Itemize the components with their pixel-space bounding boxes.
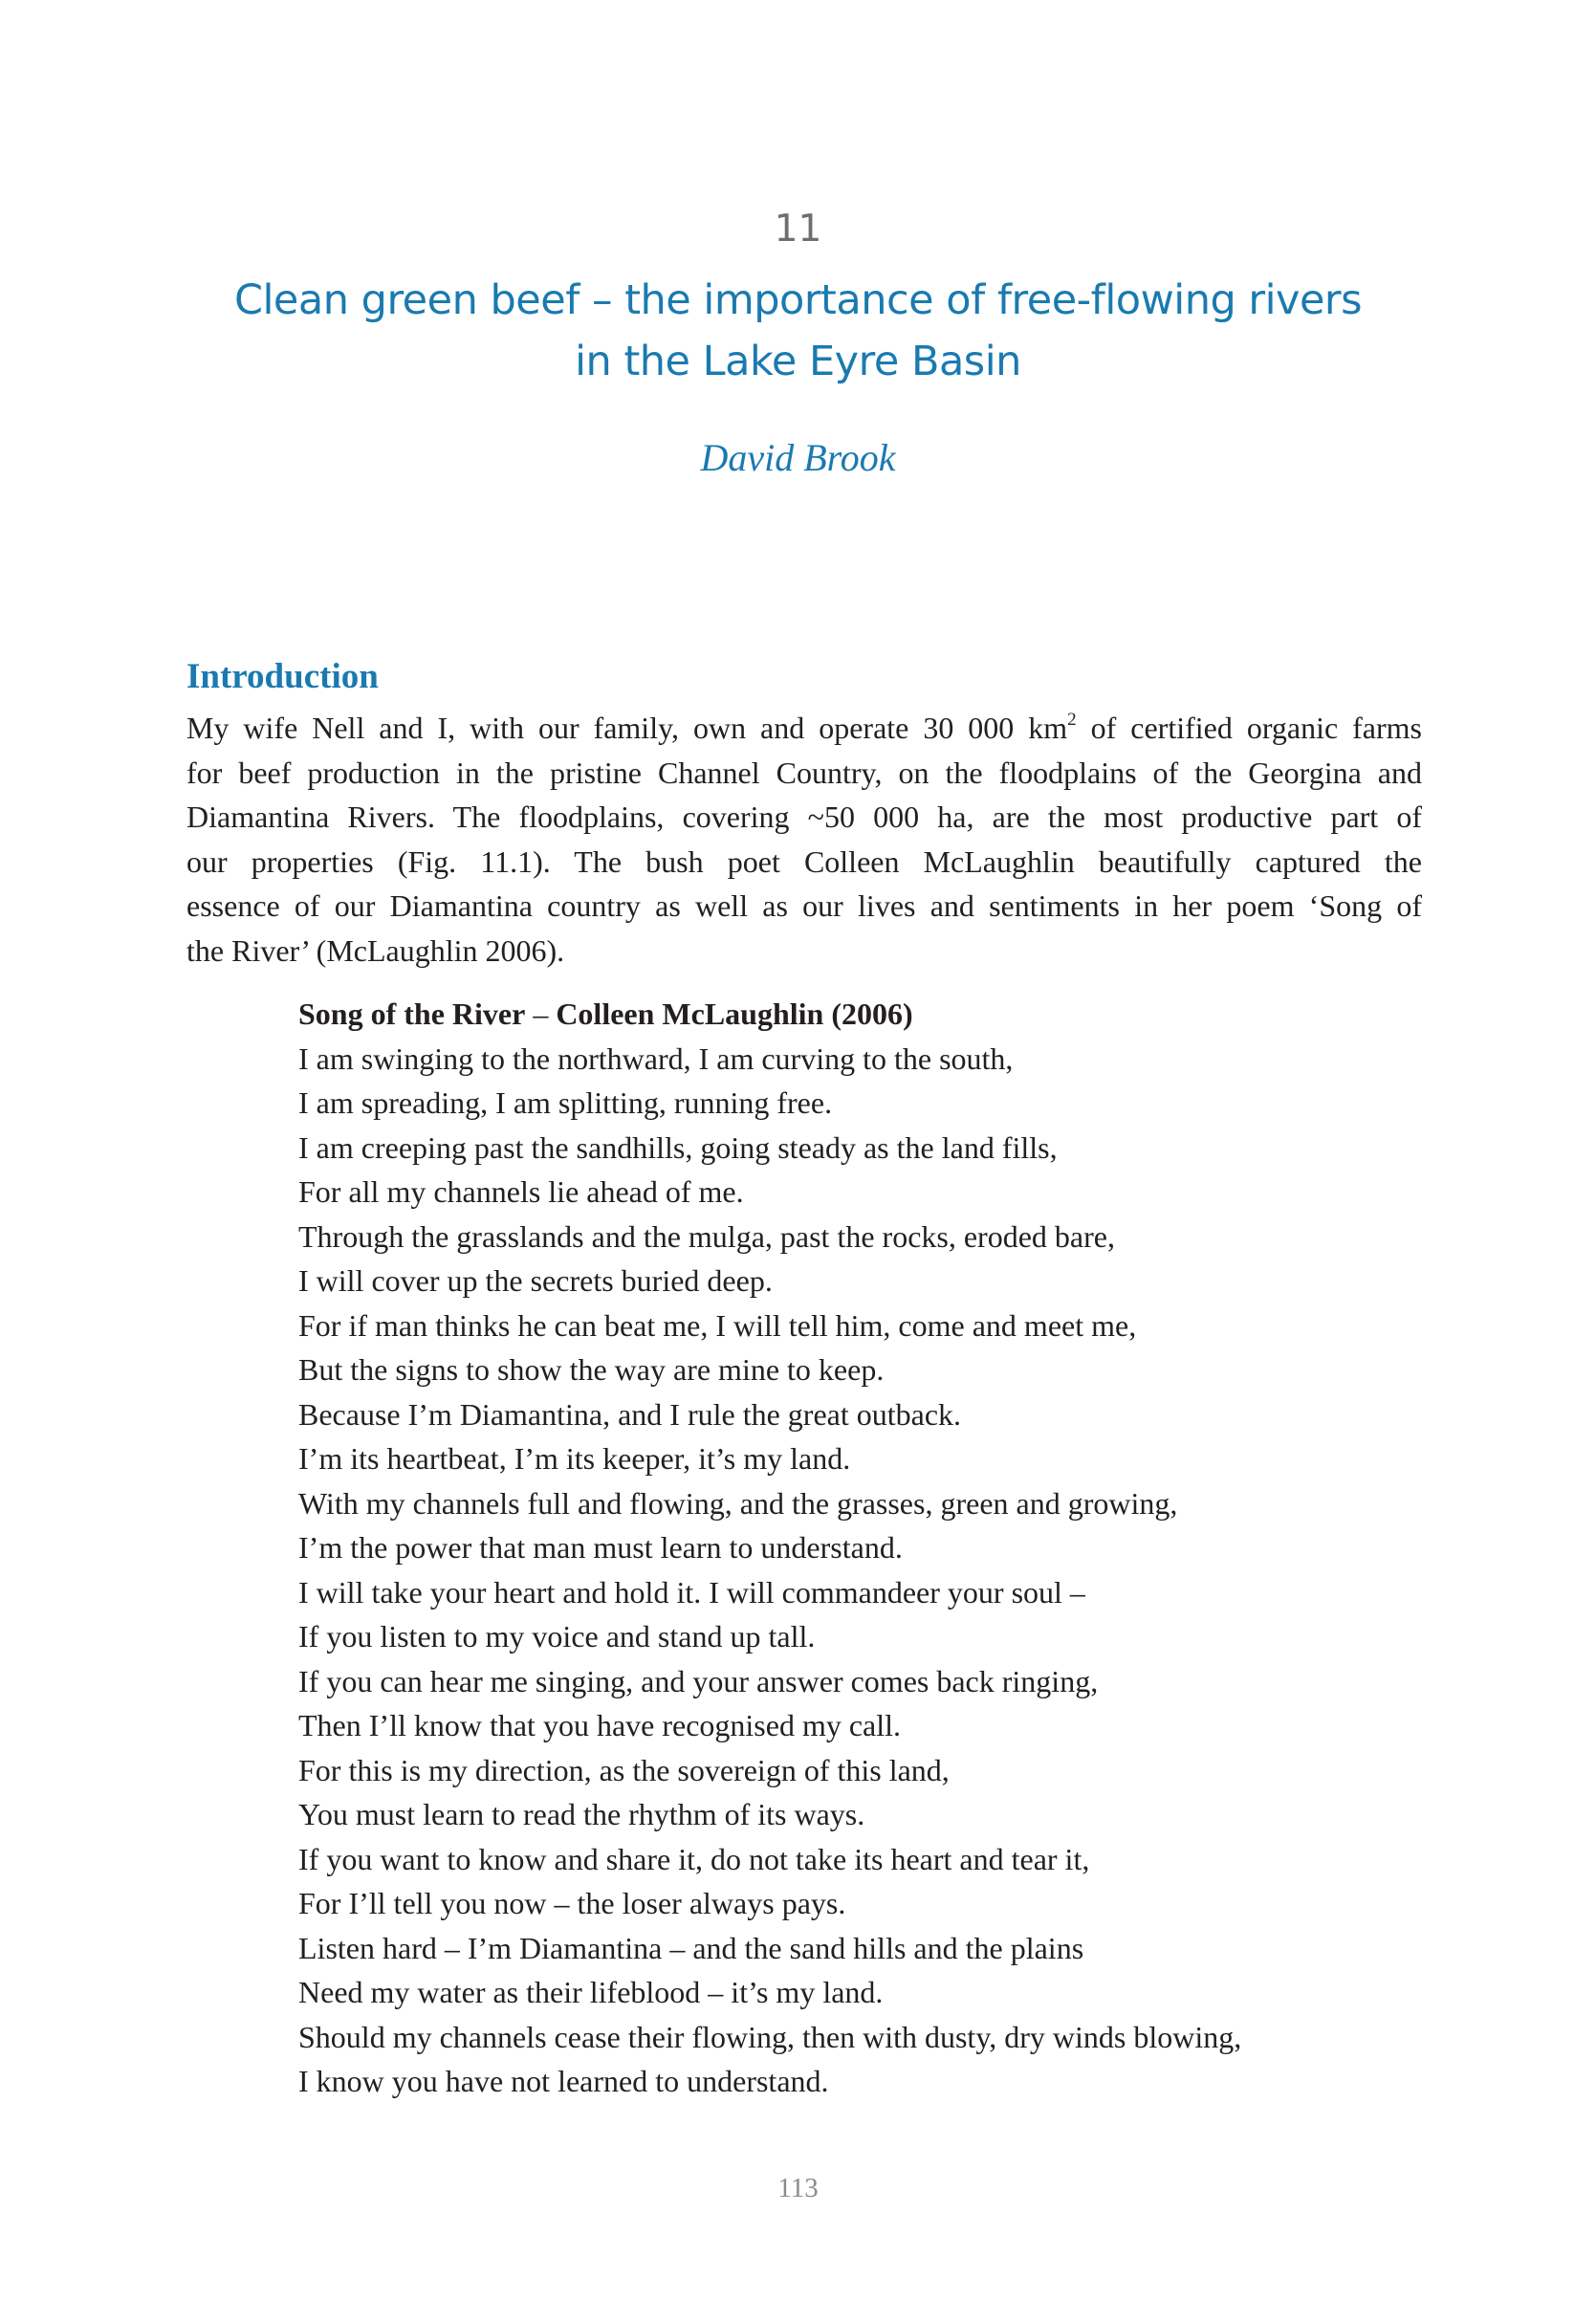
paragraph-line: Diamantina Rivers. The floodplains, covering ~50 000 ha, are the most productive part of — [186, 800, 1422, 834]
chapter-title — [0, 270, 1596, 392]
poem-line: I am spreading, I am splitting, running free. — [298, 1085, 833, 1120]
poem-heading — [298, 992, 1446, 1037]
poem-line: For if man thinks he can beat me, I will tell him, come and meet me, — [298, 1307, 1137, 1343]
section-heading-introduction: Introduction — [186, 657, 379, 696]
chapter-number: 11 — [774, 208, 822, 251]
poem-line: Should my channels cease their flowing, then with dusty, dry winds blowing, — [298, 2019, 1242, 2054]
poem-line: For this is my direction, as the sovereign of this land, — [298, 1752, 950, 1787]
poem-line: Through the grasslands and the mulga, past the rocks, eroded bare, — [298, 1218, 1115, 1254]
poem-line: Then I’ll know that you have recognised my call. — [298, 1708, 902, 1742]
poem-line: Need my water as their lifeblood – it’s my land. — [298, 1975, 884, 2009]
introduction-paragraph — [186, 706, 1422, 973]
poem-line: With my channels full and flowing, and the grasses, green and growing, — [298, 1485, 1178, 1521]
paragraph-line — [186, 706, 1422, 751]
poem-block — [298, 992, 1446, 2104]
poem-line: For I’ll tell you now – the loser always pays. — [298, 1886, 846, 1920]
poem-line: I am creeping past the sandhills, going steady as the land fills, — [298, 1129, 1058, 1165]
paragraph-line-text: of certified organic farms — [1076, 711, 1423, 745]
poem-author: Colleen McLaughlin (2006) — [556, 997, 913, 1031]
poem-line: I’m its heartbeat, I’m its keeper, it’s my land. — [298, 1441, 851, 1476]
poem-heading-dash: – — [525, 997, 557, 1031]
poem-line: If you want to know and share it, do not take its heart and tear it, — [298, 1841, 1090, 1876]
poem-line: If you can hear me singing, and your answer comes back ringing, — [298, 1663, 1099, 1698]
chapter-title-line-2: in the Lake Eyre Basin — [575, 338, 1021, 385]
poem-line: I will take your heart and hold it. I will commandeer your soul – — [298, 1574, 1085, 1610]
paragraph-line: essence of our Diamantina country as well as our lives and sentiments in her poem ‘Song of — [186, 888, 1422, 923]
poem-title: Song of the River — [298, 997, 526, 1031]
poem-line: But the signs to show the way are mine to keep. — [298, 1352, 885, 1387]
paragraph-line: the River’ (McLaughlin 2006). — [186, 932, 565, 968]
paragraph-line: our properties (Fig. 11.1). The bush poet Colleen McLaughlin beautifully captured the — [186, 843, 1422, 879]
poem-line: I will cover up the secrets buried deep. — [298, 1263, 773, 1298]
paragraph-line-text: My wife Nell and I, with our family, own and operate 30 000 km — [186, 711, 1068, 745]
superscript: 2 — [1067, 710, 1077, 730]
page-number: 113 — [777, 2173, 819, 2203]
chapter-title-line-1: Clean green beef – the importance of free-flowing rivers — [233, 276, 1363, 324]
chapter-author: David Brook — [700, 436, 896, 479]
poem-line: I know you have not learned to understand. — [298, 2064, 829, 2098]
paragraph-line: for beef production in the pristine Channel Country, on the floodplains of the Georgina and — [186, 755, 1422, 790]
poem-line: I am swinging to the northward, I am curving to the south, — [298, 1040, 1014, 1076]
poem-line: If you listen to my voice and stand up tall. — [298, 1619, 816, 1654]
poem-line: I’m the power that man must learn to understand. — [298, 1530, 903, 1565]
poem-line: Because I’m Diamantina, and I rule the great outback. — [298, 1396, 962, 1432]
poem-line: For all my channels lie ahead of me. — [298, 1174, 744, 1209]
poem-line: You must learn to read the rhythm of its ways. — [298, 1797, 865, 1831]
poem-line: Listen hard – I’m Diamantina – and the sand hills and the plains — [298, 1930, 1084, 1965]
